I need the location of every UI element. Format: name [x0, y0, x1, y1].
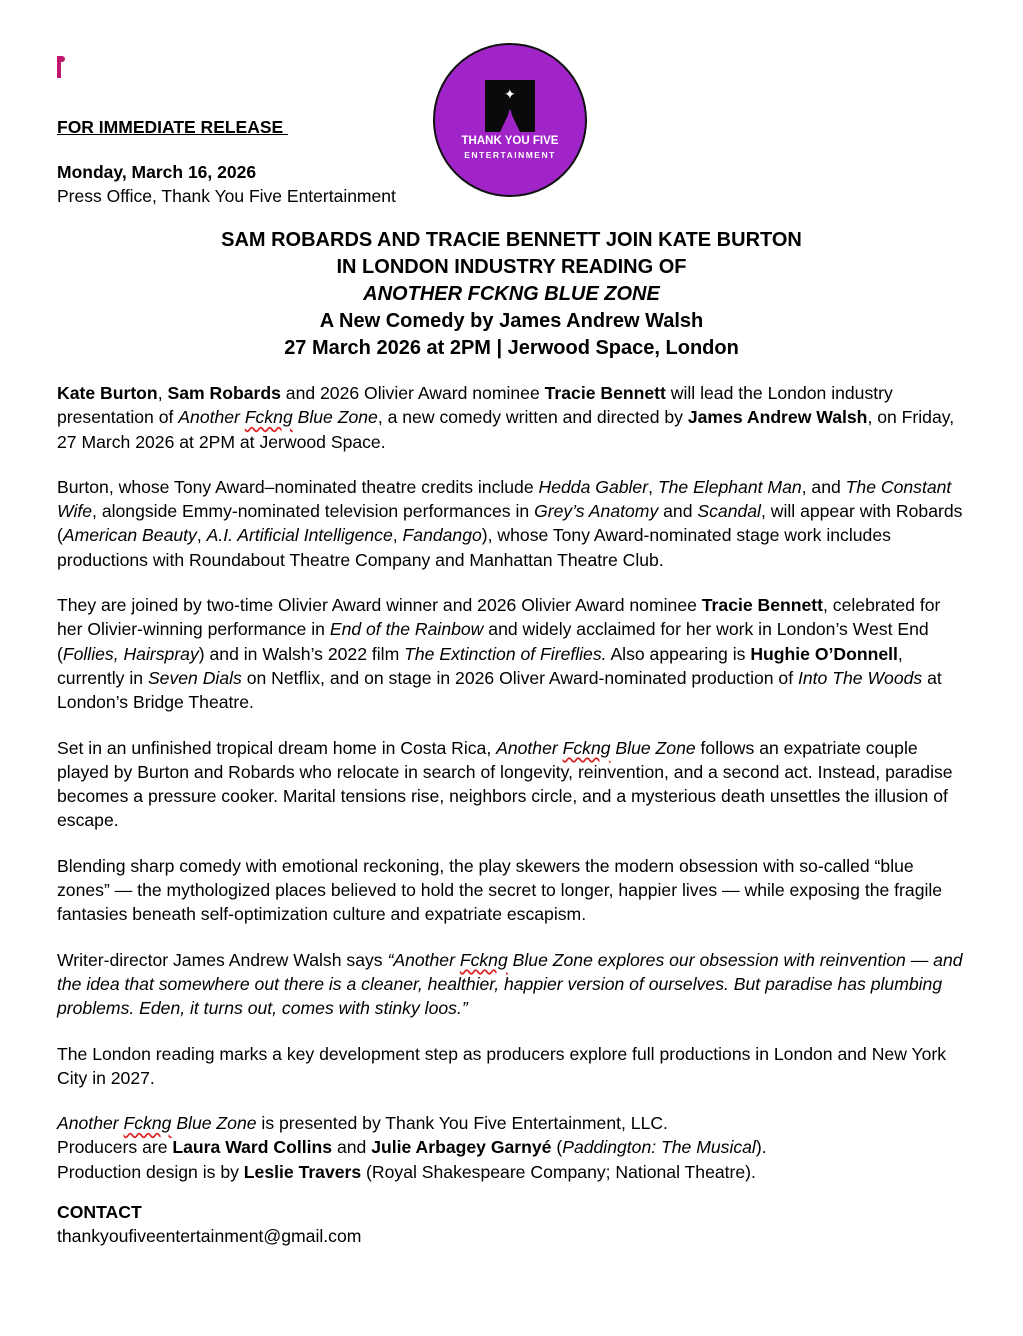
- text-run: James Andrew Walsh: [687, 407, 868, 428]
- text-run: Fckng: [459, 949, 508, 970]
- text-run: “Another: [387, 949, 460, 970]
- headline-line: A New Comedy by James Andrew Walsh: [319, 310, 704, 332]
- headline-line: IN LONDON INDUSTRY READING OF: [336, 256, 687, 278]
- text-run: will lead the London industry presentation of: [57, 383, 893, 428]
- text-run: Leslie Travers: [243, 1161, 362, 1182]
- text-run: Fckng: [244, 407, 293, 428]
- text-run: , a new comedy written and directed by: [377, 407, 688, 428]
- text-run: Blue Zone: [292, 407, 378, 428]
- text-run: , and: [801, 476, 846, 497]
- text-run: ,: [648, 476, 658, 497]
- text-run: (Royal Shakespeare Company; National Theatre).: [361, 1161, 756, 1182]
- text-run: is presented by Thank You Five Entertainment, LLC.: [261, 1113, 668, 1134]
- text-run: , currently in: [57, 643, 903, 688]
- text-run: Tracie Bennett: [544, 383, 666, 403]
- text-run: Seven Dials: [147, 667, 242, 688]
- contact-section: [57, 1200, 361, 1249]
- text-run: ), whose Tony Award-nominated stage work includes productions with Roundabout Theatre Company and Manhattan Theatre Club.: [57, 525, 891, 570]
- contact-email[interactable]: thankyoufiveentertainment@gmail.com: [57, 1226, 362, 1247]
- release-date: Monday, March 16, 2026: [57, 162, 257, 182]
- text-run: Set in an unfinished tropical dream home in Costa Rica,: [57, 737, 497, 758]
- contact-heading: CONTACT: [57, 1202, 142, 1222]
- text-run: , on Friday, 27 March 2026 at 2PM at Jerwood Space.: [57, 407, 955, 452]
- paragraph: [57, 381, 967, 454]
- text-run: at London’s Bridge Theatre.: [57, 667, 942, 713]
- text-run: , will appear with Robards (: [57, 501, 963, 546]
- press-office: Press Office, Thank You Five Entertainment: [57, 186, 396, 206]
- text-run: Hughie O’Donnell: [750, 643, 898, 664]
- headline: [0, 227, 1023, 362]
- paragraph: [57, 736, 967, 833]
- text-run: and widely acclaimed for her work in London’s West End (: [57, 619, 929, 664]
- text-run: Blue Zone explores our obsession with reinvention — and the idea that somewhere out there is a cleaner, healthier, happier version of ourselves. But paradise has plumbing problems. Eden, it turns out, comes with stinky loos.”: [57, 949, 963, 1019]
- text-run: Blending sharp comedy with emotional reckoning, the play skewers the modern obsession with so-called “blue zones” — the mythologized places believed to hold the secret to longer, happier lives — while exposing the fragile fantasies beneath self-optimization culture and expatriate escapism.: [57, 855, 943, 925]
- text-run: , celebrated for her Olivier-winning performance in: [57, 595, 941, 640]
- text-run: Blue Zone: [610, 737, 696, 758]
- text-run: and 2026 Olivier Award nominee: [280, 383, 545, 403]
- text-run: Paddington: The Musical: [562, 1137, 756, 1158]
- text-run: ) and in Walsh’s 2022 film: [198, 643, 405, 664]
- text-run: Production design is by: [57, 1161, 244, 1182]
- text-run: Another: [178, 407, 245, 428]
- text-run: ,: [196, 525, 207, 546]
- text-run: Scandal: [697, 501, 761, 522]
- star-icon: ✦: [504, 86, 516, 102]
- text-run: ,: [392, 525, 403, 546]
- text-run: The Constant Wife: [57, 476, 952, 522]
- text-run: Grey’s Anatomy: [534, 501, 659, 522]
- text-run: The Elephant Man: [657, 476, 802, 497]
- text-run: The Extinction of Fireflies.: [404, 643, 607, 664]
- press-release-body: [57, 381, 967, 1205]
- text-run: The London reading marks a key development step as producers explore full productions in London and New York City in 2027.: [57, 1043, 947, 1088]
- text-run: follows an expatriate couple played by Burton and Robards who relocate in search of longevity, reinvention, and a second act. Instead, paradise becomes a pressure cooker. Marital tensions rise, neighbors circle, and a mysterious death unsettles the illusion of escape.: [57, 737, 953, 831]
- bookmark-flag-icon: [57, 56, 61, 78]
- release-label: FOR IMMEDIATE RELEASE: [57, 117, 289, 137]
- paragraph: [57, 1111, 967, 1184]
- text-run: (: [551, 1137, 563, 1158]
- text-run: Fckng: [562, 737, 611, 758]
- text-run: Another: [57, 1113, 124, 1134]
- logo-line-1: THANK YOU FIVE: [461, 135, 559, 147]
- paragraph: [57, 854, 967, 927]
- text-run: and: [658, 501, 698, 522]
- logo-line-2: ENTERTAINMENT: [464, 150, 556, 160]
- text-run: Sam Robards: [167, 383, 281, 403]
- paragraph: [57, 593, 967, 714]
- paragraph: [57, 475, 967, 572]
- text-run: Hedda Gabler: [538, 476, 649, 497]
- text-run: Kate Burton: [57, 383, 158, 403]
- text-run: Laura Ward Collins: [172, 1137, 333, 1158]
- text-run: and: [332, 1137, 372, 1158]
- text-run: Another: [496, 737, 563, 758]
- text-run: Fandango: [402, 525, 482, 546]
- text-run: Blue Zone: [171, 1113, 262, 1134]
- paragraph: [57, 1042, 967, 1091]
- text-run: Into The Woods: [798, 667, 923, 688]
- text-run: Fckng: [123, 1113, 172, 1134]
- thank-you-five-logo: [433, 43, 587, 197]
- text-run: Julie Arbagey Garnyé: [371, 1137, 552, 1158]
- text-run: American Beauty: [62, 525, 197, 546]
- text-run: Tracie Bennett: [701, 595, 824, 616]
- headline-line: 27 March 2026 at 2PM | Jerwood Space, London: [284, 337, 739, 359]
- headline-play-title: ANOTHER FCKNG BLUE ZONE: [363, 283, 660, 305]
- text-run: Writer-director James Andrew Walsh says: [57, 949, 388, 970]
- text-run: A.I. Artificial Intelligence: [206, 525, 393, 546]
- paragraph: [57, 948, 967, 1021]
- text-run: Also appearing is: [606, 643, 751, 664]
- text-run: Burton, whose Tony Award–nominated theatre credits include: [57, 476, 539, 497]
- text-run: ).: [755, 1137, 767, 1158]
- headline-line: SAM ROBARDS AND TRACIE BENNETT JOIN KATE BURTON: [221, 229, 802, 251]
- text-run: on Netflix, and on stage in 2026 Oliver Award-nominated production of: [241, 667, 798, 688]
- text-run: Follies, Hairspray: [62, 643, 199, 664]
- text-run: Producers are: [57, 1137, 173, 1158]
- text-run: They are joined by two-time Olivier Award winner and 2026 Olivier Award nominee: [57, 595, 702, 616]
- text-run: ,: [157, 383, 168, 403]
- text-run: , alongside Emmy-nominated television performances in: [92, 501, 535, 522]
- text-run: End of the Rainbow: [329, 619, 484, 640]
